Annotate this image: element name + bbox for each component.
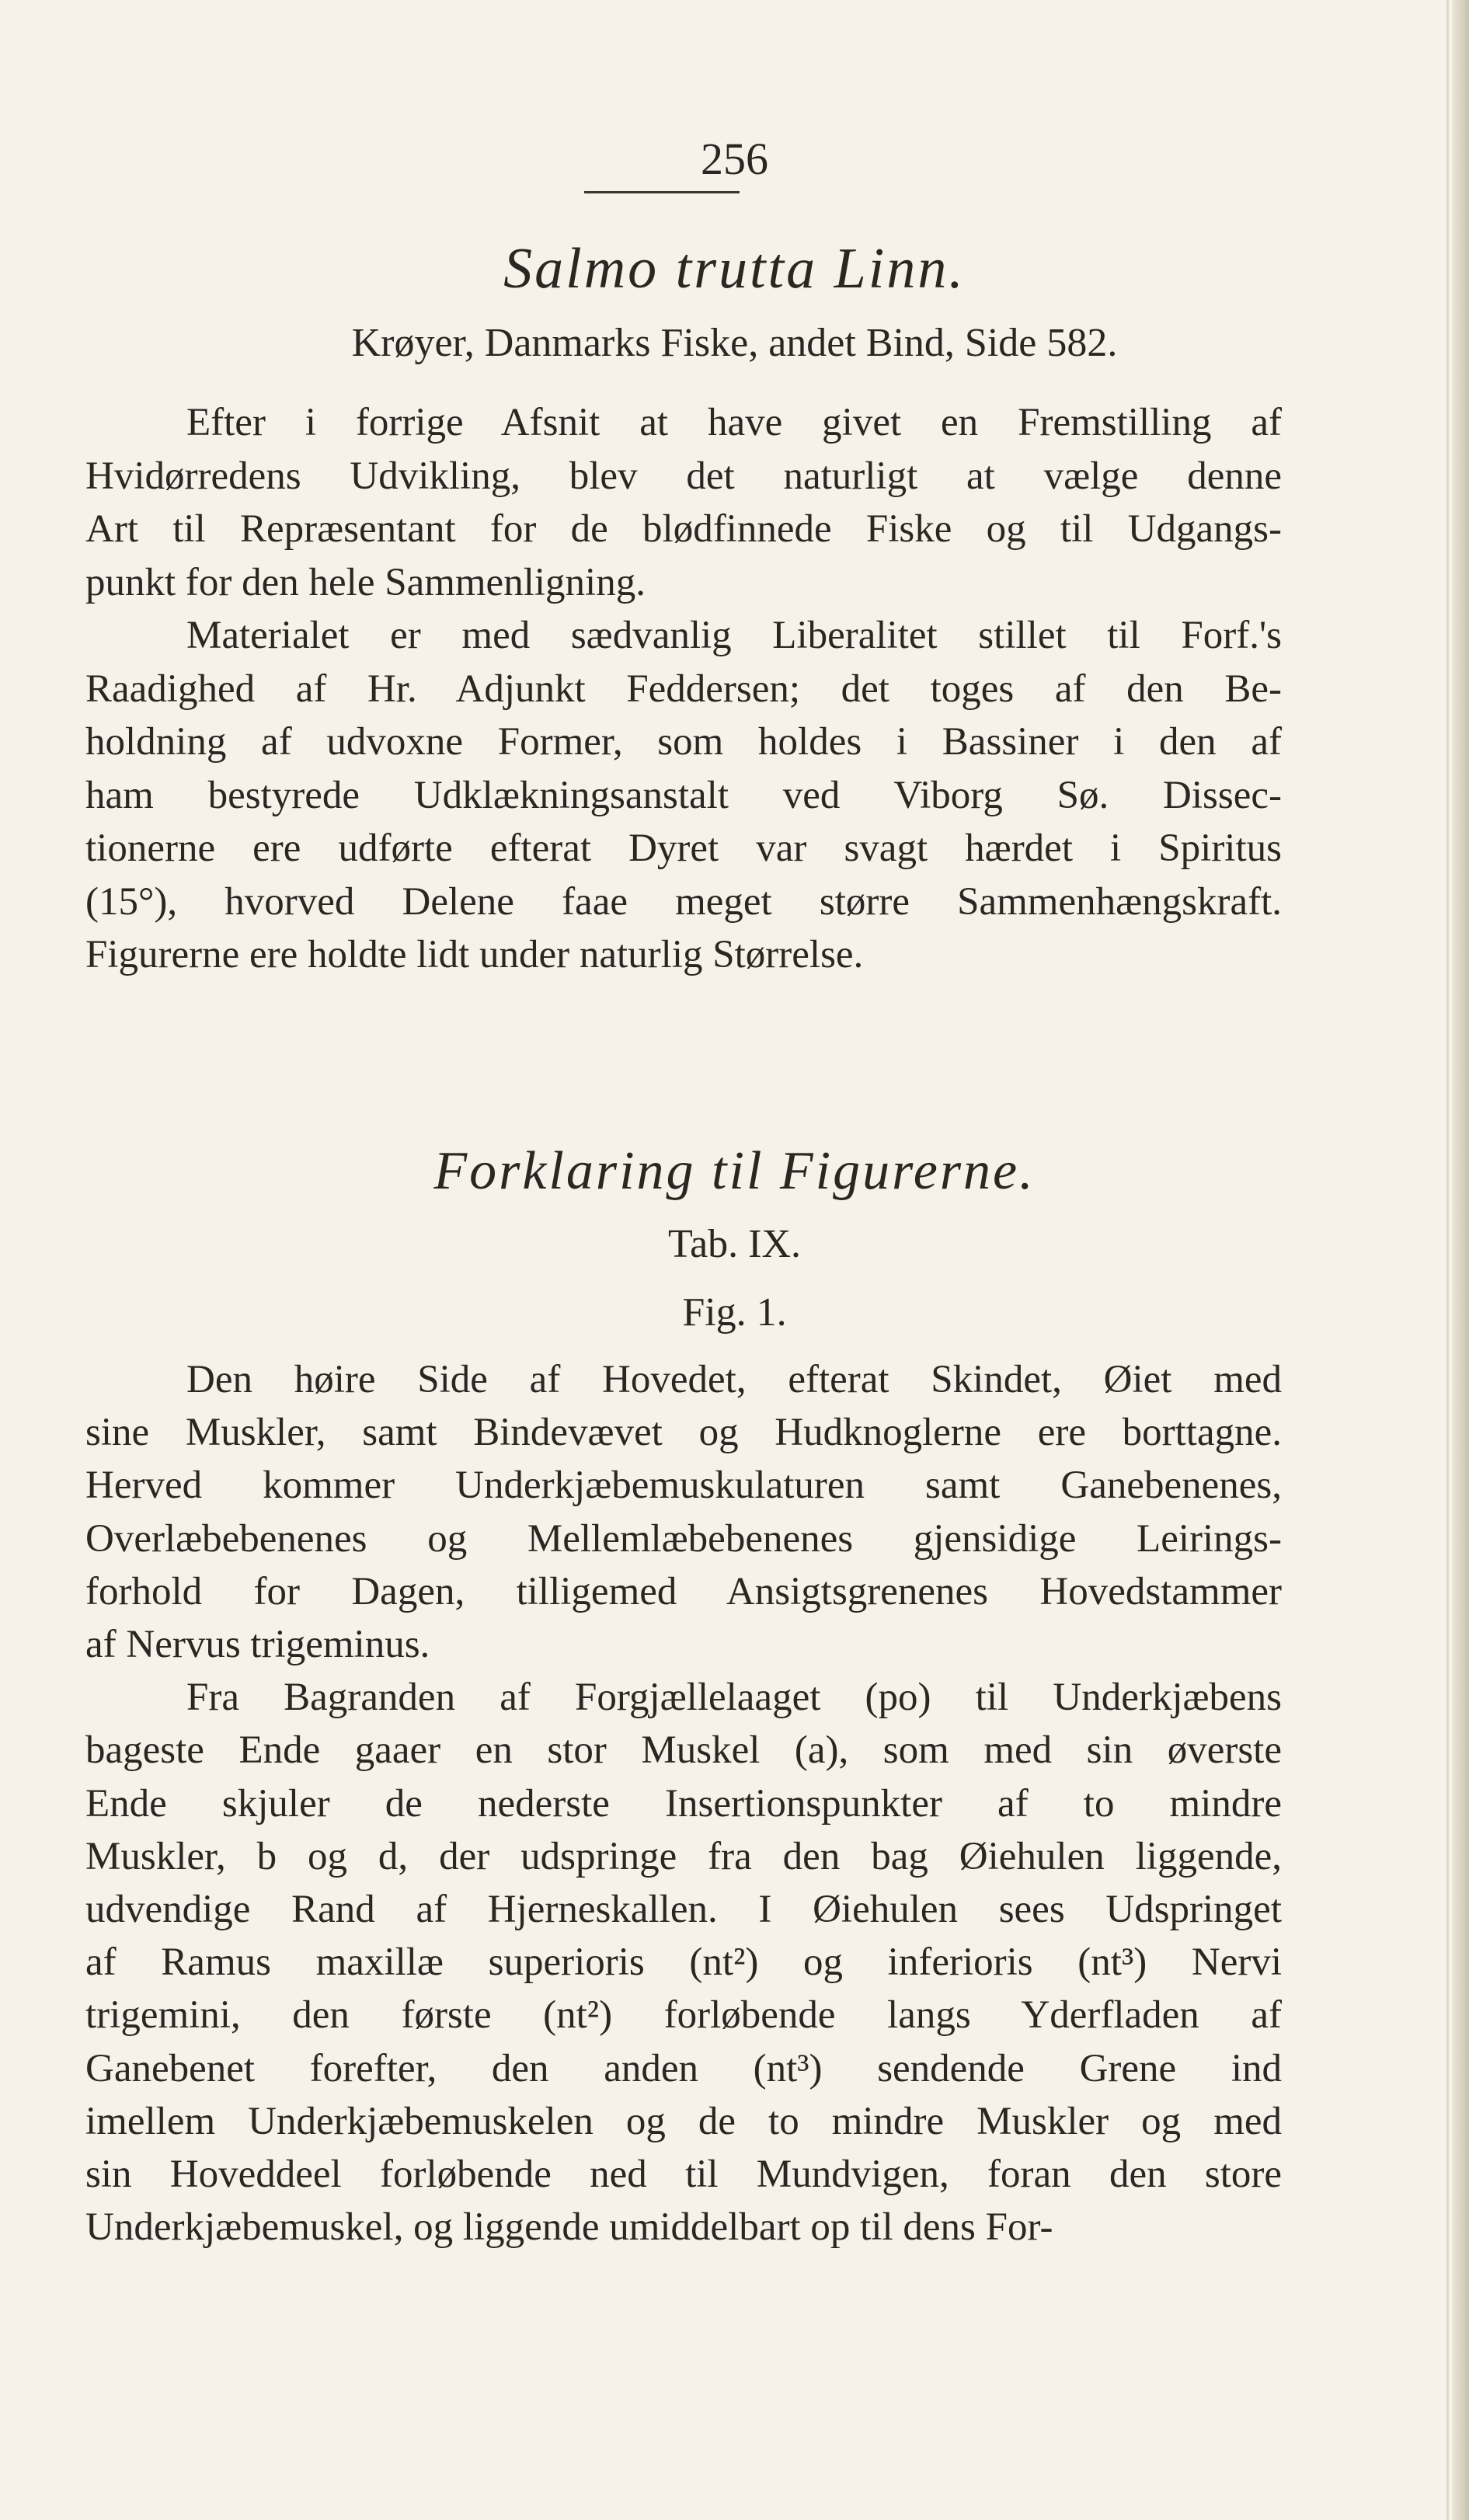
literature-reference: Krøyer, Danmarks Fiske, andet Bind, Side 582. [351,321,1118,365]
text-line: udvendige Rand af Hjerneskallen. I Øiehulen sees Udspringet [85,1888,1282,1931]
text-line: sine Muskler, samt Bindevævet og Hudknoglerne ere borttagne. [85,1411,1282,1455]
text-line: sin Hoveddeel forløbende ned til Mundvigen, foran den store [85,2153,1282,2196]
section-heading: Forklaring til Figurerne. [433,1141,1036,1201]
text-line: punkt for den hele Sammenligning. [85,560,646,604]
text-line: Art til Repræsentant for de blødfinnede Fiske og til Udgangs- [85,507,1282,551]
plate-label: Tab. IX. [667,1222,802,1266]
text-line: Underkjæbemuskel, og liggende umiddelbart op til dens For- [85,2205,1053,2250]
text-line: Den høire Side af Hovedet, efterat Skindet, Øiet med [186,1358,1282,1401]
text-line: trigemini, den første (nt²) forløbende langs Yderfladen af [85,1993,1282,2038]
species-heading: Salmo trutta Linn. [503,237,966,301]
text-line: holdning af udvoxne Former, som holdes i Bassiner i den af [85,720,1282,764]
text-line: Figurerne ere holdte lidt under naturlig Størrelse. [85,933,864,976]
text-line: Raadighed af Hr. Adjunkt Feddersen; det toges af den Be- [85,667,1282,711]
text-line: imellem Underkjæbemuskelen og de to mindre Muskler og med [85,2099,1282,2143]
figure-label: Fig. 1. [682,1290,787,1335]
text-line: Overlæbebenenes og Mellemlæbebenenes gjensidige Leirings- [85,1516,1282,1561]
text-line: af Nervus trigeminus. [85,1623,430,1666]
text-line: Fra Bagranden af Forgjællelaaget (po) til Underkjæbens [186,1676,1282,1720]
text-line: bageste Ende gaaer en stor Muskel (a), som med sin øverste [85,1728,1282,1773]
text-line: Herved kommer Underkjæbemuskulaturen samt Ganebenenes, [85,1464,1282,1508]
text-line: ham bestyrede Udklækningsanstalt ved Viborg Sø. Dissec- [85,773,1282,817]
page-number-rule [584,191,740,193]
text-line: Muskler, b og d, der udspringe fra den bag Øiehulen liggende, [85,1834,1282,1878]
text-line: (15°), hvorved Delene faae meget større Sammenhængskraft. [85,879,1282,924]
text-line: Efter i forrige Afsnit at have givet en Fremstilling af [186,401,1282,444]
page-number: 256 [701,134,768,184]
text-line: af Ramus maxillæ superioris (nt²) og inferioris (nt³) Nervi [85,1940,1282,1985]
text-line: Ganebenet forefter, den anden (nt³) sendende Grene ind [85,2046,1282,2090]
text-line: Materialet er med sædvanlig Liberalitet stillet til Forf.'s [186,614,1282,657]
text-line: Ende skjuler de nederste Insertionspunkter af to mindre [85,1781,1282,1826]
text-line: forhold for Dagen, tilligemed Ansigtsgrenenes Hovedstammer [85,1569,1282,1613]
text-line: tionerne ere udførte efterat Dyret var svagt hærdet i Spiritus [85,827,1282,870]
text-line: Hvidørredens Udvikling, blev det naturligt at vælge denne [85,454,1282,498]
